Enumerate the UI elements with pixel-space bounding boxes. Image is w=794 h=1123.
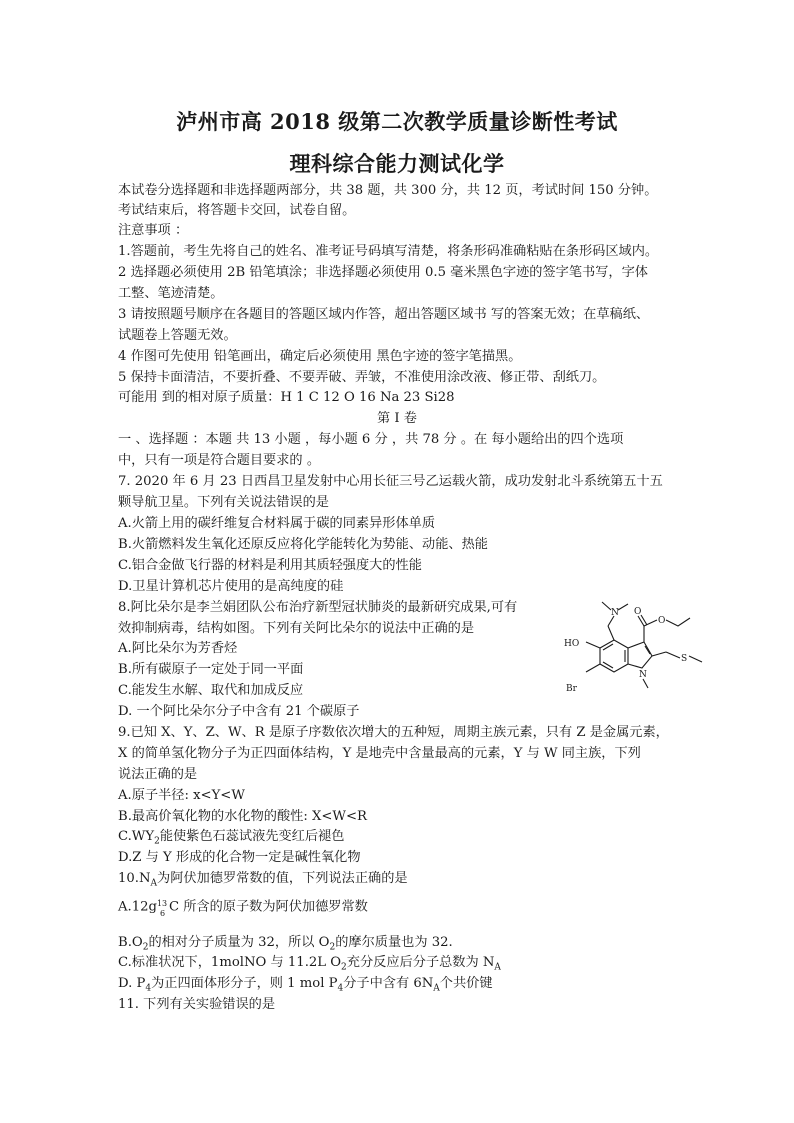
ch2-s-bond	[652, 652, 666, 656]
bromine-label: Br	[566, 684, 577, 694]
amine-nitrogen-label: N	[611, 608, 619, 618]
q9-option-c: $C.WY_2$能使紫色石蕊试液先变红后褪色	[118, 829, 345, 847]
q9-stem-c: 说法正确的是	[118, 767, 198, 782]
q7-option-a: A.火箭上用的碳纤维复合材料属于碳的同素异形体单质	[118, 516, 436, 531]
q10-option-a: A.12g 13 6 C 所含的原子数为阿伏加德罗常数	[118, 899, 368, 918]
q8-option-c: C.能发生水解、取代和加成反应	[118, 683, 304, 698]
q9-option-a: A.原子半径: x<Y<W	[118, 788, 245, 803]
pyrrole-ring	[628, 642, 652, 668]
notes-label: 注意事项 ：	[118, 223, 189, 238]
benzene-ring	[600, 640, 628, 672]
q7-option-c: C.铝合金做飞行器的材料是利用其质轻强度大的性能	[118, 558, 422, 573]
q7-option-b: B.火箭燃料发生氧化还原反应将化学能转化为势能、动能、热能	[118, 537, 488, 552]
atomic-masses: 可能用 到的相对原子质量：H 1 C 12 O 16 Na 23 Si28	[118, 390, 455, 405]
q9-stem-a: 9.已知 X、Y、Z、W、R 是原子序数依次增大的五种短，周期主族元素，只有 Z 是金属元素，	[118, 725, 669, 740]
q9-option-b: B.最高价氧化物的水化物的酸性: X<W<R	[118, 809, 367, 824]
n-methyl-bond	[602, 602, 611, 610]
note-3a: 3 请按照题号顺序在各题目的答题区域内作答，超出答题区域书 写的答案无效；在草稿纸、	[118, 307, 650, 322]
note-3b: 试题卷上答题无效。	[118, 328, 237, 343]
note-2a: 2 选择题必须使用 2B 铅笔填涂；非选择题必须使用 0.5 毫米黑色字迹的签字笔书写，字体	[118, 265, 648, 280]
q7-stem-b: 颗导航卫星。下列有关说法错误的是	[118, 495, 329, 510]
q8-stem-b: 效抑制病毒，结构如图。下列有关阿比朵尔的说法中正确的是	[118, 621, 475, 636]
q9-stem-b: X 的简单氢化物分子为正四面体结构，Y 是地壳中含量最高的元素，Y 与 W 同主族，下列	[118, 746, 641, 761]
note-2b: 工整、笔迹清楚。	[118, 286, 224, 301]
q8-stem-a: 8.阿比朵尔是李兰娟团队公布治疗新型冠状肺炎的最新研究成果,可有	[118, 600, 518, 615]
note-1: 1.答题前，考生先将自己的姓名、准考证号码填写清楚，将条形码准确粘贴在条形码区域内。	[118, 244, 659, 259]
note-5: 5 保持卡面清洁，不要折叠、不要弄破、弄皱，不准使用涂改液、修正带、刮纸刀。	[118, 370, 606, 385]
q11-stem: 11. 下列有关实验错误的是	[118, 997, 276, 1012]
q10-option-b: $B.O_2$的相对分子质量为 32，所以 $O_2$的摩尔质量也为 32.	[118, 935, 453, 953]
section-instructions-a: 一 、选择题 ：本题 共 13 小题 ，每小题 6 分 ，共 78 分 。在 每小题给出的四个选项	[118, 432, 624, 447]
exam-title: 泸州市高 2018 级第二次教学质量诊断性考试	[176, 109, 618, 134]
hydroxyl-label: HO	[564, 639, 580, 649]
carbonyl-oxygen-label: O	[634, 607, 642, 617]
q8-option-b: B.所有碳原子一定处于同一平面	[118, 662, 304, 677]
n-methyl-bond	[618, 604, 628, 610]
arbidol-structure-diagram	[556, 596, 716, 704]
q8-option-d: D. 一个阿比朵尔分子中含有 21 个碳原子	[118, 704, 360, 719]
ring-n-methyl-bond	[643, 679, 648, 688]
q9-option-d: D.Z 与 Y 形成的化合物一定是碱性氧化物	[118, 850, 361, 865]
hydroxyl-bond	[586, 642, 600, 648]
q10-option-c: C.标准状况下，1molNO 与 11.2L $O_2$充分反应后分子总数为 $N_A$	[118, 955, 501, 973]
section-label: 第 I 卷	[377, 411, 417, 426]
note-4: 4 作图可先使用 铅笔画出，确定后必须使用 黑色字迹的签字笔描黑。	[118, 349, 522, 364]
q7-option-d: D.卫星计算机芯片使用的是高纯度的硅	[118, 579, 344, 594]
ch2-bond	[608, 626, 614, 640]
ester-oxygen-label: O	[658, 616, 666, 626]
exam-subtitle: 理科综合能力测试化学	[289, 151, 505, 176]
bromo-bond	[586, 664, 600, 672]
s-bond	[666, 652, 680, 658]
isotope-notation: 13 6	[156, 899, 168, 918]
ethyl-chain	[666, 618, 690, 626]
intro-line-2: 考试结束后，将答题卡交回，试卷自留。	[118, 203, 356, 218]
q10-stem: $10.N_A$为阿伏加德罗常数的值，下列说法正确的是	[118, 871, 408, 889]
sulfur-label: S	[681, 654, 688, 664]
intro-line-1: 本试卷分选择题和非选择题两部分，共 38 题，共 300 分，共 12 页，考试时间 150 分钟。	[118, 183, 658, 198]
q10-option-d: D. $P_4$为正四面体形分子，则 1 mol $P_4$分子中含有 $6N_A$个共价键	[118, 976, 493, 994]
ring-nitrogen-label: N	[639, 670, 647, 680]
q7-stem-a: 7. 2020 年 6 月 23 日西昌卫星发射中心用长征三号乙运载火箭，成功发射北斗系统第五十五	[118, 474, 663, 489]
s-methyl-bond	[689, 656, 702, 662]
q8-option-a: A.阿比朵尔为芳香烃	[118, 641, 238, 656]
section-instructions-b: 中，只有一项是符合题目要求的 。	[118, 453, 321, 468]
